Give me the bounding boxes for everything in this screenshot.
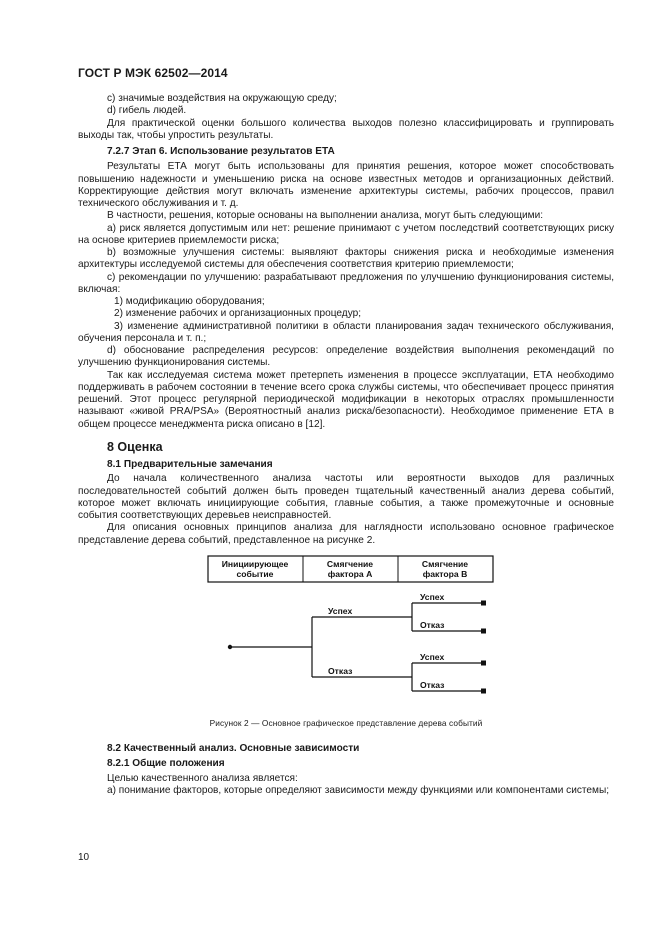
column-initiating-event: Инициирующее (221, 558, 289, 569)
branch-label-success: Успех (328, 605, 353, 616)
branch-label-failure: Отказ (328, 665, 353, 676)
list-item: d) гибель людей. (107, 105, 187, 117)
document-body (78, 93, 614, 797)
paragraph: Так как исследуемая система может претерпеть изменения в процессе эксплуатации, ЕТА необходимо поддерживать в рабочем состоянии в течение всего срока службы системы, что обеспечивает процесс принятия решений. Этот процесс регулярной периодической модификации в некоторых отраслях промышленности называют «живой PRA/PSA» (Вероятностный анализ риска/безопасности). Необходимое применение ЕТА в общем процессе менеджмента риска описано в [12]. (78, 369, 614, 430)
branch-label-failure: Отказ (420, 679, 445, 690)
outcome-node (481, 660, 486, 665)
list-item: а) понимание факторов, которые определяют зависимости между функциями или компонентами системы; (107, 784, 610, 796)
column-initiating-event: событие (236, 568, 274, 579)
event-tree-diagram (78, 553, 614, 713)
outcome-node (481, 600, 486, 605)
paragraph: Целью качественного анализа является: (107, 772, 298, 784)
paragraph: До начала количественного анализа частоты или вероятности выходов для различных последовательностей событий должен быть проведен тщательный качественный анализ дерева событий, которое может включать инициирующие события, главные события, а также промежуточные и основные события соответствующих деревьев неисправностей. (78, 473, 614, 521)
figure-caption: Рисунок 2 — Основное графическое представление дерева событий (209, 717, 483, 728)
list-item: c) рекомендации по улучшению: разрабатывают предложения по улучшению функционирования системы, включая: (78, 271, 614, 295)
branch-label-failure: Отказ (420, 619, 445, 630)
list-item: d) обоснование распределения ресурсов: определение воздействия выполнения рекомендаций по улучшению функционирования системы. (78, 345, 614, 369)
outcome-node (481, 628, 486, 633)
list-item: c) значимые воздействия на окружающую среду; (107, 93, 337, 104)
paragraph: Для практической оценки большого количества выходов полезно классифицировать и группировать выходы так, чтобы упростить результаты. (78, 117, 614, 141)
section-heading-8-2-1: 8.2.1 Общие положения (107, 758, 225, 770)
sub-list-item: 1) модификацию оборудования; (114, 296, 265, 307)
branch-label-success: Успех (420, 591, 445, 602)
paragraph: Для описания основных принципов анализа для наглядности использовано основное графическое представление дерева событий, представленное на рисунке 2. (78, 522, 614, 546)
event-tree-figure (78, 553, 614, 713)
outcome-node (481, 688, 486, 693)
column-factor-b: фактора В (422, 568, 468, 579)
page-number: 10 (78, 852, 90, 863)
list-item: а) риск является допустимым или нет: решение принимают с учетом последствий соответствующих риску на основе критериев приемлемости риска; (78, 222, 614, 246)
list-item: b) возможные улучшения системы: выявляют факторы снижения риска и необходимые изменения архитектуры исследуемой системы для обеспечения соответствия критерию приемлемости; (78, 247, 614, 271)
section-heading-7-2-7: 7.2.7 Этап 6. Использование результатов ЕТА (107, 146, 335, 157)
column-factor-a: фактора А (327, 568, 373, 579)
sub-list-item: 2) изменение рабочих и организационных процедур; (114, 308, 362, 320)
branch-label-success: Успех (420, 651, 445, 662)
section-heading-8-2: 8.2 Качественный анализ. Основные зависимости (107, 743, 360, 754)
paragraph: В частности, решения, которые основаны на выполнении анализа, могут быть следующими: (107, 210, 544, 222)
column-factor-b: Смягчение (421, 558, 469, 569)
section-heading-8-1: 8.1 Предварительные замечания (107, 459, 273, 470)
section-heading-8: 8 Оценка (107, 439, 163, 454)
paragraph: Результаты ЕТА могут быть использованы для принятия решения, которое может способствовать повышению надежности и уменьшению риска на основе известных методов и организационных действий. Корректирующие действия могут включать изменение архитектуры системы, рабочих процессов, правил технического обслуживания и т. д. (78, 161, 614, 209)
column-factor-a: Смягчение (326, 558, 374, 569)
document-header: ГОСТ Р МЭК 62502—2014 (78, 66, 228, 80)
sub-list-item: 3) изменение административной политики в области планирования задач технического обслуживания, обучения персонала и т. п.; (78, 320, 614, 344)
